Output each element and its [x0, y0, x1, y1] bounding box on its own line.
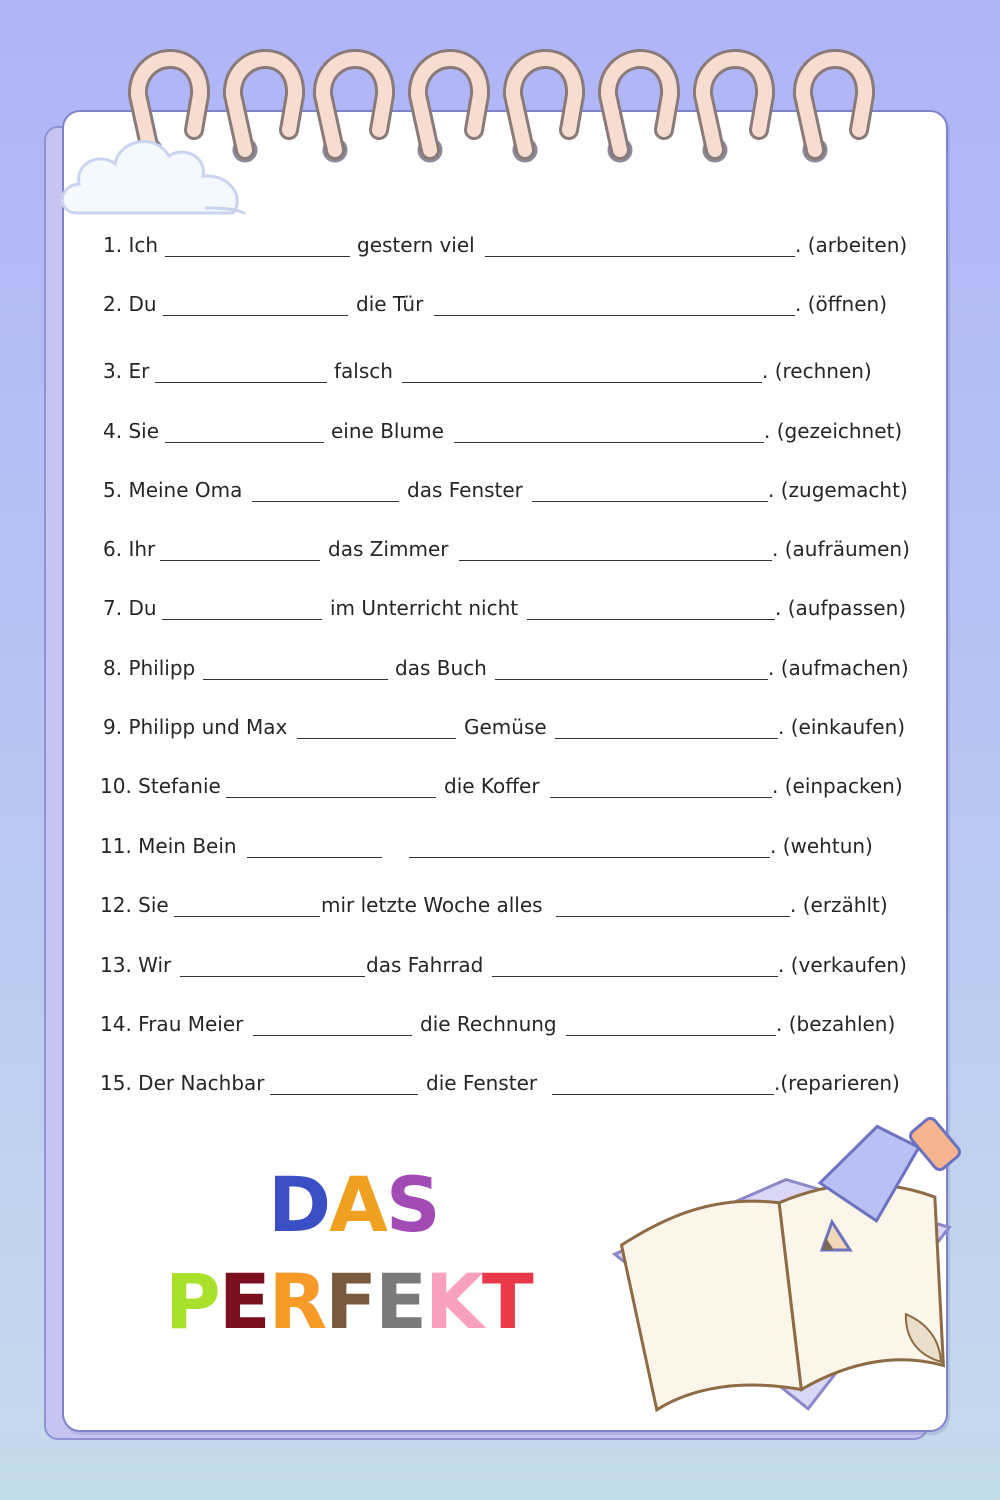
title-perfekt — [165, 1257, 532, 1346]
exercise-start: 13. Wir — [100, 953, 172, 977]
title-letter: F — [325, 1257, 376, 1346]
exercise-start: 10. Stefanie — [100, 774, 221, 798]
exercise-start: 9. Philipp und Max — [103, 715, 288, 739]
exercise-line — [0, 891, 1000, 931]
answer-blank-verb[interactable] — [247, 857, 382, 858]
exercise-hint: . (zugemacht) — [768, 478, 908, 502]
exercise-middle: im Unterricht nicht — [330, 596, 519, 620]
exercise-start: 5. Meine Oma — [103, 478, 243, 502]
exercise-middle: gestern viel — [357, 233, 475, 257]
cloud-icon — [55, 118, 250, 223]
exercise-middle: das Buch — [395, 656, 487, 680]
exercise-start: 2. Du — [103, 292, 157, 316]
exercise-hint: . (verkaufen) — [778, 953, 907, 977]
exercise-hint: . (öffnen) — [795, 292, 887, 316]
exercise-line — [0, 476, 1000, 516]
answer-blank-verb[interactable] — [162, 619, 322, 620]
exercise-middle: das Fahrrad — [366, 953, 484, 977]
exercise-middle: das Zimmer — [328, 537, 449, 561]
exercise-hint: . (einpacken) — [772, 774, 903, 798]
exercise-hint: . (einkaufen) — [778, 715, 906, 739]
answer-blank-participle[interactable] — [402, 382, 762, 383]
exercise-line — [0, 951, 1000, 991]
answer-blank-participle[interactable] — [550, 797, 772, 798]
answer-blank-verb[interactable] — [174, 916, 320, 917]
exercise-line — [0, 594, 1000, 634]
answer-blank-verb[interactable] — [226, 797, 436, 798]
exercise-line — [0, 357, 1000, 397]
answer-blank-participle[interactable] — [552, 1094, 774, 1095]
exercise-line — [0, 1010, 1000, 1050]
exercise-start: 6. Ihr — [103, 537, 156, 561]
answer-blank-participle[interactable] — [527, 619, 775, 620]
answer-blank-verb[interactable] — [180, 976, 365, 977]
answer-blank-verb[interactable] — [165, 442, 324, 443]
answer-blank-verb[interactable] — [270, 1094, 418, 1095]
exercise-middle: mir letzte Woche alles — [321, 893, 543, 917]
exercise-middle: falsch — [334, 359, 393, 383]
exercise-line — [0, 417, 1000, 457]
answer-blank-verb[interactable] — [163, 315, 348, 316]
answer-blank-participle[interactable] — [495, 679, 768, 680]
answer-blank-participle[interactable] — [434, 315, 795, 316]
exercise-line — [0, 535, 1000, 575]
answer-blank-verb[interactable] — [203, 679, 388, 680]
exercise-start: 8. Philipp — [103, 656, 196, 680]
exercise-hint: . (aufmachen) — [768, 656, 909, 680]
title-letter: S — [385, 1160, 439, 1249]
exercise-hint: . (gezeichnet) — [764, 419, 903, 443]
answer-blank-participle[interactable] — [485, 256, 795, 257]
exercise-line — [0, 1069, 1000, 1109]
answer-blank-participle[interactable] — [492, 976, 778, 977]
answer-blank-verb[interactable] — [252, 501, 399, 502]
exercise-hint: .(reparieren) — [774, 1071, 900, 1095]
exercise-start: 12. Sie — [100, 893, 169, 917]
exercise-line — [0, 772, 1000, 812]
title-letter: P — [165, 1257, 219, 1346]
answer-blank-participle[interactable] — [566, 1035, 776, 1036]
exercise-line — [0, 290, 1000, 330]
answer-blank-participle[interactable] — [532, 501, 768, 502]
title-letter: R — [268, 1257, 326, 1346]
title-letter: A — [329, 1160, 386, 1249]
exercise-hint: . (wehtun) — [770, 834, 873, 858]
exercise-hint: . (arbeiten) — [795, 233, 908, 257]
title-letter: K — [425, 1257, 482, 1346]
exercise-hint: . (erzählt) — [790, 893, 888, 917]
exercise-line — [0, 231, 1000, 271]
exercise-start: 1. Ich — [103, 233, 159, 257]
exercise-middle: das Fenster — [407, 478, 523, 502]
exercise-hint: . (rechnen) — [762, 359, 872, 383]
exercise-hint: . (aufräumen) — [772, 537, 910, 561]
title-letter: E — [218, 1257, 269, 1346]
answer-blank-verb[interactable] — [165, 256, 350, 257]
exercise-start: 11. Mein Bein — [100, 834, 237, 858]
title-letter: T — [481, 1257, 532, 1346]
title-das — [268, 1160, 439, 1249]
exercise-start: 15. Der Nachbar — [100, 1071, 265, 1095]
exercise-hint: . (aufpassen) — [775, 596, 907, 620]
answer-blank-participle[interactable] — [556, 916, 790, 917]
answer-blank-verb[interactable] — [155, 382, 327, 383]
answer-blank-participle[interactable] — [555, 738, 778, 739]
exercise-middle: Gemüse — [464, 715, 547, 739]
exercise-middle: die Koffer — [444, 774, 540, 798]
exercise-hint: . (bezahlen) — [776, 1012, 896, 1036]
exercise-line — [0, 654, 1000, 694]
exercise-line — [0, 832, 1000, 872]
exercise-middle: die Rechnung — [420, 1012, 557, 1036]
exercise-middle: die Tür — [356, 292, 424, 316]
title-letter: E — [375, 1257, 425, 1346]
answer-blank-participle[interactable] — [454, 442, 764, 443]
answer-blank-participle[interactable] — [459, 560, 772, 561]
answer-blank-verb[interactable] — [160, 560, 320, 561]
exercise-start: 3. Er — [103, 359, 150, 383]
exercise-start: 4. Sie — [103, 419, 159, 443]
exercise-start: 14. Frau Meier — [100, 1012, 244, 1036]
exercise-start: 7. Du — [103, 596, 157, 620]
exercise-middle: die Fenster — [426, 1071, 538, 1095]
exercise-line — [0, 713, 1000, 753]
answer-blank-verb[interactable] — [253, 1035, 412, 1036]
answer-blank-verb[interactable] — [297, 738, 456, 739]
title-letter: D — [268, 1160, 330, 1249]
answer-blank-participle[interactable] — [409, 857, 770, 858]
open-book-icon — [600, 1110, 980, 1420]
exercise-middle: eine Blume — [331, 419, 444, 443]
